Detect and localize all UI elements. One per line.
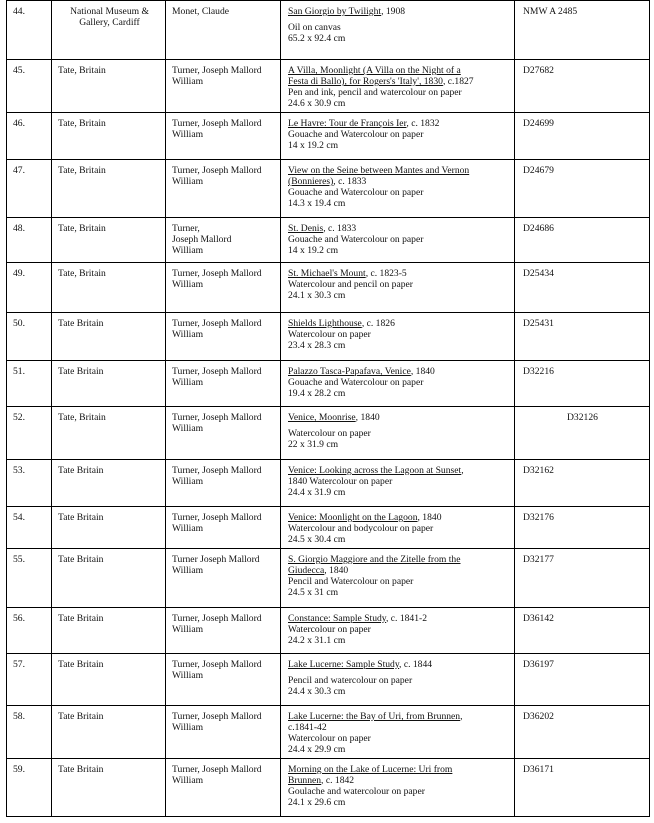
work-cell <box>281 313 515 361</box>
entry-number: 45. <box>7 60 52 113</box>
work-date: , c. 1841-2 <box>385 613 428 624</box>
work-medium: Watercolour on paper <box>288 329 371 340</box>
work-size: 24.5 x 30.4 cm <box>288 534 346 545</box>
entry-number: 44. <box>7 1 52 60</box>
artist-cell: Turner, Joseph Mallord William <box>166 608 281 654</box>
work-medium: Goulache and watercolour on paper <box>288 786 425 797</box>
work-medium: Watercolour on paper <box>288 428 371 439</box>
entry-number: 50. <box>7 313 52 361</box>
work-title: Shields Lighthouse <box>288 318 362 329</box>
entry-number: 52. <box>7 407 52 460</box>
work-size: 24.1 x 30.3 cm <box>288 290 346 301</box>
work-medium: Gouache and Watercolour on paper <box>288 129 424 140</box>
table-row <box>7 313 650 361</box>
artist-cell: Turner, Joseph Mallord William <box>166 263 281 313</box>
artist-cell: Monet, Claude <box>166 1 281 60</box>
work-title: Festa di Ballo), for Rogers's 'Italy', 1830 <box>288 76 443 87</box>
work-date: , 1840 <box>355 412 380 423</box>
table-row <box>7 549 650 608</box>
work-title: St. Denis <box>288 223 324 234</box>
table-row <box>7 361 650 407</box>
institution-cell: Tate Britain <box>52 460 166 507</box>
table-row <box>7 706 650 759</box>
artist-cell: Turner, Joseph Mallord William <box>166 60 281 113</box>
table-row <box>7 160 650 218</box>
table-row <box>7 218 650 263</box>
entry-number: 56. <box>7 608 52 654</box>
table-row <box>7 654 650 706</box>
institution-cell: Tate, Britain <box>52 218 166 263</box>
artist-cell: Turner, Joseph Mallord William <box>166 460 281 507</box>
work-title: Le Havre: Tour de François Ier <box>288 118 407 129</box>
accession-number: D25434 <box>515 263 650 313</box>
artwork-catalogue-table <box>6 0 650 817</box>
work-title: Morning on the Lake of Lucerne: Uri from <box>288 764 453 775</box>
work-cell <box>281 608 515 654</box>
institution-cell: Tate Britain <box>52 549 166 608</box>
work-size: 22 x 31.9 cm <box>288 439 339 450</box>
entry-number: 59. <box>7 759 52 817</box>
institution-cell: Tate, Britain <box>52 160 166 218</box>
institution-cell: Tate Britain <box>52 361 166 407</box>
artist-cell: Turner, Joseph Mallord William <box>166 160 281 218</box>
table-row <box>7 113 650 160</box>
artist-cell: Turner, Joseph Mallord William <box>166 361 281 407</box>
artist-cell: Turner, Joseph Mallord William <box>166 759 281 817</box>
work-cell <box>281 507 515 549</box>
work-size: 24.5 x 31 cm <box>288 587 339 598</box>
table-row <box>7 60 650 113</box>
work-title: Giudecca <box>288 565 325 576</box>
artist-cell: Turner, Joseph Mallord William <box>166 507 281 549</box>
work-date: , c.1827 <box>442 76 474 87</box>
entry-number: 57. <box>7 654 52 706</box>
institution-cell: Tate, Britain <box>52 263 166 313</box>
entry-number: 58. <box>7 706 52 759</box>
work-medium: Watercolour and bodycolour on paper <box>288 523 434 534</box>
work-size: 65.2 x 92.4 cm <box>288 33 346 44</box>
artist-cell: Turner, Joseph Mallord William <box>166 407 281 460</box>
artist-cell: Turner, Joseph Mallord William <box>166 654 281 706</box>
work-date: , c. 1844 <box>399 659 433 670</box>
work-title: Venice: Looking across the Lagoon at Sunset <box>288 465 462 476</box>
artist-cell <box>166 218 281 263</box>
work-title: San Giorgio by Twilight <box>288 6 382 17</box>
work-medium: 1840 Watercolour on paper <box>288 476 393 487</box>
entry-number: 47. <box>7 160 52 218</box>
work-date: , 1840 <box>410 366 435 377</box>
work-cell <box>281 706 515 759</box>
institution-cell: Tate Britain <box>52 507 166 549</box>
work-medium: Watercolour on paper <box>288 624 371 635</box>
work-title: Constance: Sample Study <box>288 613 386 624</box>
artist-cell: Turner, Joseph Mallord William <box>166 113 281 160</box>
work-size: 14.3 x 19.4 cm <box>288 198 346 209</box>
institution-cell: Tate Britain <box>52 313 166 361</box>
work-cell <box>281 218 515 263</box>
work-title: Lake Lucerne: Sample Study <box>288 659 400 670</box>
work-title: Lake Lucerne: the Bay of Uri, from Brunnen <box>288 711 461 722</box>
table-row <box>7 759 650 817</box>
entry-number: 46. <box>7 113 52 160</box>
accession-number: D24699 <box>515 113 650 160</box>
work-medium: Watercolour and pencil on paper <box>288 279 413 290</box>
work-cell <box>281 60 515 113</box>
table-row <box>7 460 650 507</box>
accession-number: D36197 <box>515 654 650 706</box>
institution-cell: Tate, Britain <box>52 60 166 113</box>
accession-number: D24679 <box>515 160 650 218</box>
work-title: A Villa, Moonlight (A Villa on the Night of a <box>288 65 461 76</box>
accession-number: D32176 <box>515 507 650 549</box>
artist-cell: Turner Joseph Mallord William <box>166 549 281 608</box>
work-title: S. Giorgio Maggiore and the Zitelle from the <box>288 554 461 565</box>
work-cell <box>281 759 515 817</box>
entry-number: 49. <box>7 263 52 313</box>
work-cell <box>281 113 515 160</box>
institution-cell: Tate Britain <box>52 654 166 706</box>
work-date: , 1908 <box>381 6 406 17</box>
work-medium: Gouache and Watercolour on paper <box>288 234 424 245</box>
accession-number: D36202 <box>515 706 650 759</box>
work-size: 23.4 x 28.3 cm <box>288 340 346 351</box>
work-cell <box>281 1 515 60</box>
accession-number: D32126 <box>567 412 598 423</box>
work-size: 24.4 x 31.9 cm <box>288 487 346 498</box>
accession-number: NMW A 2485 <box>515 1 650 60</box>
work-title: Venice: Moonlight on the Lagoon <box>288 512 418 523</box>
accession-number: D32216 <box>515 361 650 407</box>
entry-number: 48. <box>7 218 52 263</box>
work-medium: Gouache and Watercolour on paper <box>288 377 424 388</box>
work-size: 14 x 19.2 cm <box>288 140 339 151</box>
work-medium: Pencil and watercolour on paper <box>288 675 413 686</box>
accession-number: D32162 <box>515 460 650 507</box>
accession-cell <box>515 407 650 460</box>
artist-cell: Turner, Joseph Mallord William <box>166 706 281 759</box>
work-medium: Pen and ink, pencil and watercolour on paper <box>288 87 462 98</box>
work-title: Brunnen <box>288 775 322 786</box>
work-size: 14 x 19.2 cm <box>288 245 339 256</box>
work-date: , c. 1833 <box>333 176 367 187</box>
work-size: 24.1 x 29.6 cm <box>288 797 346 808</box>
institution-line: Gallery, Cardiff <box>79 17 140 28</box>
work-title: Palazzo Tasca-Papafava, Venice <box>288 366 411 377</box>
work-size: 24.2 x 31.1 cm <box>288 635 346 646</box>
work-cell <box>281 549 515 608</box>
work-date: , <box>461 465 464 476</box>
work-medium: Gouache and Watercolour on paper <box>288 187 424 198</box>
entry-number: 54. <box>7 507 52 549</box>
work-medium: Oil on canvas <box>288 22 341 33</box>
work-medium: Watercolour on paper <box>288 733 371 744</box>
table-row <box>7 263 650 313</box>
entry-number: 55. <box>7 549 52 608</box>
work-date: , c. 1832 <box>406 118 440 129</box>
accession-number: D24686 <box>515 218 650 263</box>
accession-number: D25431 <box>515 313 650 361</box>
work-title: St. Michael's Mount <box>288 268 366 279</box>
work-cell <box>281 407 515 460</box>
work-cell <box>281 160 515 218</box>
accession-number: D32177 <box>515 549 650 608</box>
table-row <box>7 407 650 460</box>
work-title: Venice, Moonrise <box>288 412 356 423</box>
table-row <box>7 507 650 549</box>
institution-cell: Tate, Britain <box>52 407 166 460</box>
institution-line: National Museum & <box>70 6 149 17</box>
artist-line: Joseph Mallord <box>172 234 232 245</box>
accession-number: D36171 <box>515 759 650 817</box>
artist-line: William <box>172 245 204 256</box>
work-size: 24.4 x 29.9 cm <box>288 744 346 755</box>
table-row <box>7 608 650 654</box>
work-title: View on the Seine between Mantes and Vernon <box>288 165 470 176</box>
work-cell <box>281 361 515 407</box>
work-date: , <box>460 711 463 722</box>
work-title: (Bonnieres) <box>288 176 334 187</box>
work-date: c.1841-42 <box>288 722 327 733</box>
work-cell <box>281 460 515 507</box>
work-date: , c. 1833 <box>323 223 357 234</box>
institution-cell: Tate, Britain <box>52 113 166 160</box>
work-medium: Pencil and Watercolour on paper <box>288 576 414 587</box>
work-size: 24.6 x 30.9 cm <box>288 98 346 109</box>
accession-number: D27682 <box>515 60 650 113</box>
work-size: 19.4 x 28.2 cm <box>288 388 346 399</box>
institution-cell <box>52 1 166 60</box>
work-date: , c. 1823-5 <box>365 268 407 279</box>
institution-cell: Tate Britain <box>52 759 166 817</box>
accession-number: D36142 <box>515 608 650 654</box>
work-cell <box>281 654 515 706</box>
table-row <box>7 1 650 60</box>
work-date: , 1840 <box>417 512 442 523</box>
entry-number: 51. <box>7 361 52 407</box>
artist-line: Turner, <box>172 223 200 234</box>
institution-cell: Tate Britain <box>52 608 166 654</box>
work-date: , c. 1826 <box>361 318 395 329</box>
work-cell <box>281 263 515 313</box>
work-date: , c. 1842 <box>321 775 355 786</box>
work-date: , 1840 <box>324 565 349 576</box>
work-size: 24.4 x 30.3 cm <box>288 686 346 697</box>
institution-cell: Tate Britain <box>52 706 166 759</box>
entry-number: 53. <box>7 460 52 507</box>
artist-cell: Turner, Joseph Mallord William <box>166 313 281 361</box>
